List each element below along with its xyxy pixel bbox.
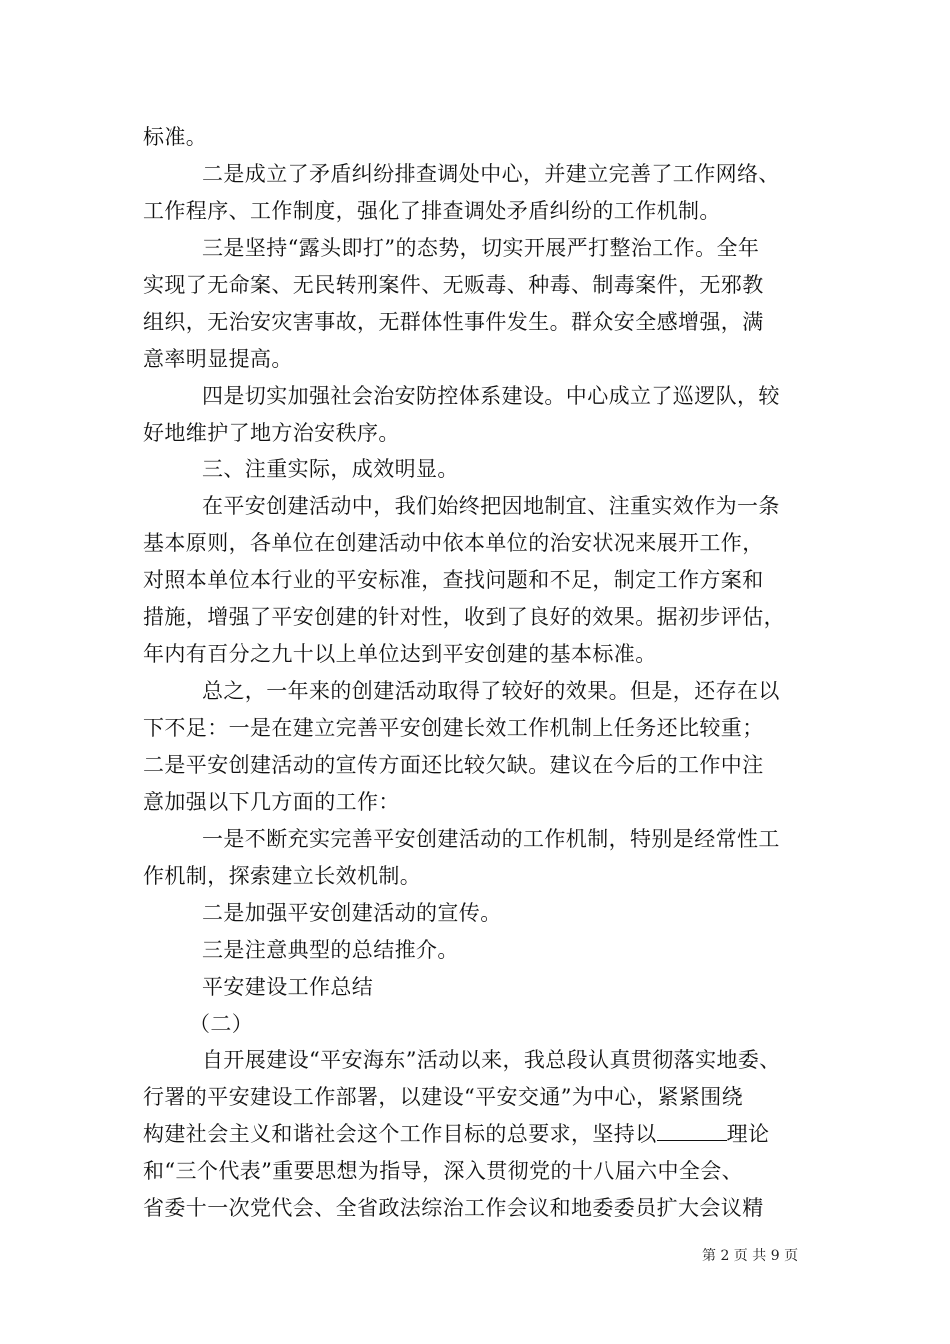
- text-line: 意加强以下几方面的工作：: [143, 789, 400, 814]
- page-number-footer: 第 2 页 共 9 页: [702, 1248, 799, 1264]
- text-line: 标准。: [143, 125, 208, 149]
- text-line: 二是平安创建活动的宣传方面还比较欠缺。建议在今后的工作中注: [143, 752, 764, 777]
- text-fragment: 构建社会主义和谐社会这个工作目标的总要求，坚持以: [143, 1122, 657, 1147]
- text-fragment: 理论: [726, 1122, 770, 1147]
- text-line: 和“三个代表”重要思想为指导，深入贯彻党的十八届六中全会、: [143, 1159, 744, 1184]
- text-line: 下不足：一是在建立完善平安创建长效工作机制上任务还比较重；: [143, 716, 764, 740]
- text-line: 自开展建设“平安海东”活动以来，我总段认真贯彻落实地委、: [202, 1048, 781, 1073]
- text-line: 基本原则，各单位在创建活动中依本单位的治安状况来展开工作，: [143, 531, 764, 556]
- text-line: 实现了无命案、无民转刑案件、无贩毒、种毒、制毒案件，无邪教: [143, 272, 764, 297]
- text-line: 作机制，探索建立长效机制。: [143, 863, 422, 888]
- text-line: 三是注意典型的总结推介。: [202, 937, 459, 962]
- text-line: 在平安创建活动中，我们始终把因地制宜、注重实效作为一条: [202, 494, 780, 519]
- text-line: 好地维护了地方治安秩序。: [143, 420, 400, 445]
- text-line: 三是坚持“露头即打”的态势，切实开展严打整治工作。全年: [202, 235, 760, 260]
- section-number: （二）: [189, 1011, 254, 1036]
- text-line: 对照本单位本行业的平安标准，查找问题和不足，制定工作方案和: [143, 568, 764, 593]
- text-line: 一是不断充实完善平安创建活动的工作机制，特别是经常性工: [202, 826, 780, 851]
- text-line: 行署的平安建设工作部署，以建设“平安交通”为中心，紧紧围绕: [143, 1085, 744, 1110]
- text-line: 组织，无治安灾害事故，无群体性事件发生。群众安全感增强，满: [143, 309, 764, 334]
- text-line: 意率明显提高。: [143, 346, 293, 371]
- text-line: 年内有百分之九十以上单位达到平安创建的基本标准。: [143, 642, 657, 667]
- document-body: [143, 119, 833, 1227]
- document-subtitle: 平安建设工作总结: [202, 974, 374, 999]
- text-line: 工作程序、工作制度，强化了排查调处矛盾纠纷的工作机制。: [143, 198, 721, 223]
- text-line: 省委十一次党代会、全省政法综治工作会议和地委委员扩大会议精: [143, 1196, 764, 1221]
- text-line: 措施，增强了平安创建的针对性，收到了良好的效果。据初步评估，: [143, 605, 785, 630]
- text-line-with-blank: [143, 1116, 833, 1153]
- section-heading: 三、注重实际，成效明显。: [202, 457, 459, 482]
- text-line: 二是成立了矛盾纠纷排查调处中心，并建立完善了工作网络、: [202, 161, 780, 186]
- text-line: 二是加强平安创建活动的宣传。: [202, 900, 502, 925]
- text-line: 四是切实加强社会治安防控体系建设。中心成立了巡逻队，较: [202, 383, 780, 408]
- text-line: 总之，一年来的创建活动取得了较好的效果。但是，还存在以: [202, 679, 780, 704]
- fill-in-blank: [657, 1116, 727, 1141]
